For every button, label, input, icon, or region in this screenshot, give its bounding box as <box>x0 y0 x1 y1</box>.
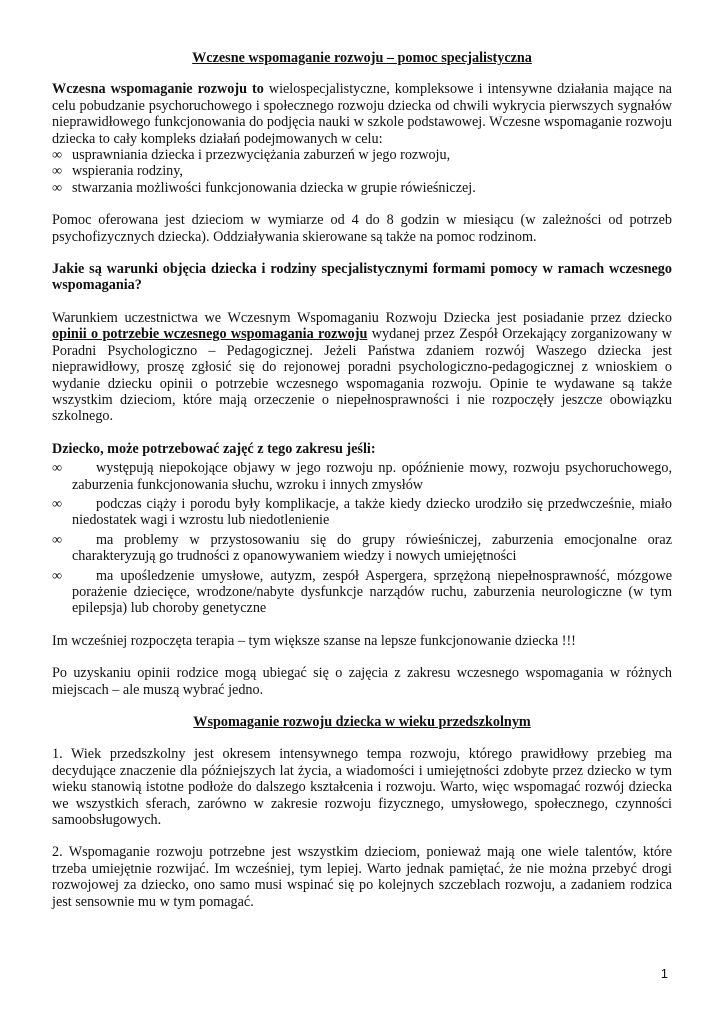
list-item: ∞ ma upośledzenie umysłowe, autyzm, zespół Aspergera, sprzężoną niepełnosprawność, mózgowe porażenie dziecięce, wrodzone/nabyte dysfunkcje narządów ruchu, zaburzenia neurologiczne (w tym epilepsja) lub choroby genetyczne <box>52 567 672 617</box>
goals-list <box>52 147 672 196</box>
list-item: ∞ ma problemy w przystosowaniu się do grupy rówieśniczej, zaburzenia emocjonalne oraz charakteryzują go trudności z opanowywaniem wiedzy i nowych umiejętności <box>52 531 672 565</box>
intro-paragraph <box>52 81 672 147</box>
list-item: ∞ stwarzania możliwości funkcjonowania dziecka w grupie rówieśniczej. <box>52 179 476 196</box>
question-heading: Jakie są warunki objęcia dziecka i rodziny specjalistycznymi formami pomocy w ramach wczesnego wspomagania? <box>52 261 672 294</box>
numbered-paragraph-2: 2. Wspomaganie rozwoju potrzebne jest wszystkim dzieciom, ponieważ mają one wiele talentów, które trzeba umiejętnie rozwijać. Im wcześniej, tym lepiej. Warto jednak pamiętać, że nie można przebyć drogi rozwojowej za dziecko, ono samo musi wspinać się po kolejnych szczeblach rozwoju, a zadaniem rodzica jest sensownie mu w tym pomagać. <box>52 844 672 910</box>
infinity-bullet-icon: ∞ <box>52 147 63 164</box>
section-subtitle: Wspomaganie rozwoju dziecka w wieku przedszkolnym <box>193 714 531 730</box>
needs-heading: Dziecko, może potrzebować zajęć z tego zakresu jeśli: <box>52 440 376 457</box>
hours-paragraph: Pomoc oferowana jest dzieciom w wymiarze od 4 do 8 godzin w miesiącu (w zależności od potrzeb psychofizycznych dziecka). Oddziaływania skierowane są także na pomoc rodzinom. <box>52 212 672 245</box>
document-page <box>52 50 672 910</box>
infinity-bullet-icon: ∞ <box>52 460 63 477</box>
needs-list <box>52 460 672 617</box>
list-item: ∞ usprawniania dziecka i przezwyciężania zaburzeń w jego rozwoju, <box>52 147 451 164</box>
list-item: ∞ podczas ciąży i porodu były komplikacje, a także kiedy dziecko urodziło się przedwcześnie, miało niedostatek wagi i wzrostu lub niedotlenienie <box>52 495 672 529</box>
infinity-bullet-icon: ∞ <box>52 531 63 548</box>
numbered-paragraph-1: 1. Wiek przedszkolny jest okresem intensywnego tempa rozwoju, którego prawidłowy przebieg ma decydujące znaczenie dla późniejszych lat życia, a wiadomości i umiejętności zdobyte przez dziecko w tym wieku stanowią istotne podłoże do dalszego kształcenia i rozwoju. Warto, więc wspomagać rozwój dziecka we wszystkich sferach, zarówno w zakresie rozwoju fizycznego, umysłowego, społecznego, czynności samoobsługowych. <box>52 746 672 829</box>
early-therapy-note: Im wcześniej rozpoczęta terapia – tym większe szanse na lepsze funkcjonowanie dziecka !!! <box>52 632 576 649</box>
infinity-bullet-icon: ∞ <box>52 567 63 584</box>
list-item: ∞ występują niepokojące objawy w jego rozwoju np. opóźnienie mowy, rozwoju psychoruchowego, zaburzenia funkcjonowania słuchu, wzroku i innych zmysłów <box>52 460 672 493</box>
list-item: ∞ wspierania rodziny, <box>52 163 183 180</box>
intro-lead: Wczesna wspomaganie rozwoju to <box>52 81 264 98</box>
opinion-emphasis: opinii o potrzebie wczesnego wspomagania rozwoju <box>52 326 368 343</box>
page-number: 1 <box>660 966 668 981</box>
infinity-bullet-icon: ∞ <box>52 179 63 196</box>
infinity-bullet-icon: ∞ <box>52 163 63 180</box>
intro-text: wielospecjalistyczne, kompleksowe i intensywne działania mające na celu pobudzanie psychoruchowego i społecznego rozwoju dziecka od chwili wykrycia pierwszych sygnałów nieprawidłowego funkcjonowania do podjęcia nauki w szkole podstawowej. Wczesne wspomaganie rozwoju dziecka to cały kompleks działań podejmowanych w celu: <box>52 81 672 147</box>
document-title: Wczesne wspomaganie rozwoju – pomoc specjalistyczna <box>192 50 532 66</box>
conditions-paragraph: Warunkiem uczestnictwa we Wczesnym Wspomaganiu Rozwoju Dziecka jest posiadanie przez dziecko opinii o potrzebie wczesnego wspomagania rozwoju wydanej przez Zespół Orzekający zorganizowany w Poradni Psychologiczno – Pedagogicznej. Jeżeli Państwa zdaniem rozwój Waszego dziecka jest nieprawidłowy, proszę zgłosić się do rejonowej poradni psychologiczno-pedagogicznej z wnioskiem o wydanie dziecku opinii o potrzebie wczesnego wspomagania rozwoju. Opinie te wydawane są także wszystkim dzieciom, które mają orzeczenie o niepełnosprawności i nie rozpoczęły jeszcze obowiązku szkolnego. <box>52 309 673 425</box>
infinity-bullet-icon: ∞ <box>52 495 63 512</box>
after-opinion-paragraph: Po uzyskaniu opinii rodzice mogą ubiegać się o zajęcia z zakresu wczesnego wspomagania w różnych miejscach – ale muszą wybrać jedno. <box>52 665 672 698</box>
